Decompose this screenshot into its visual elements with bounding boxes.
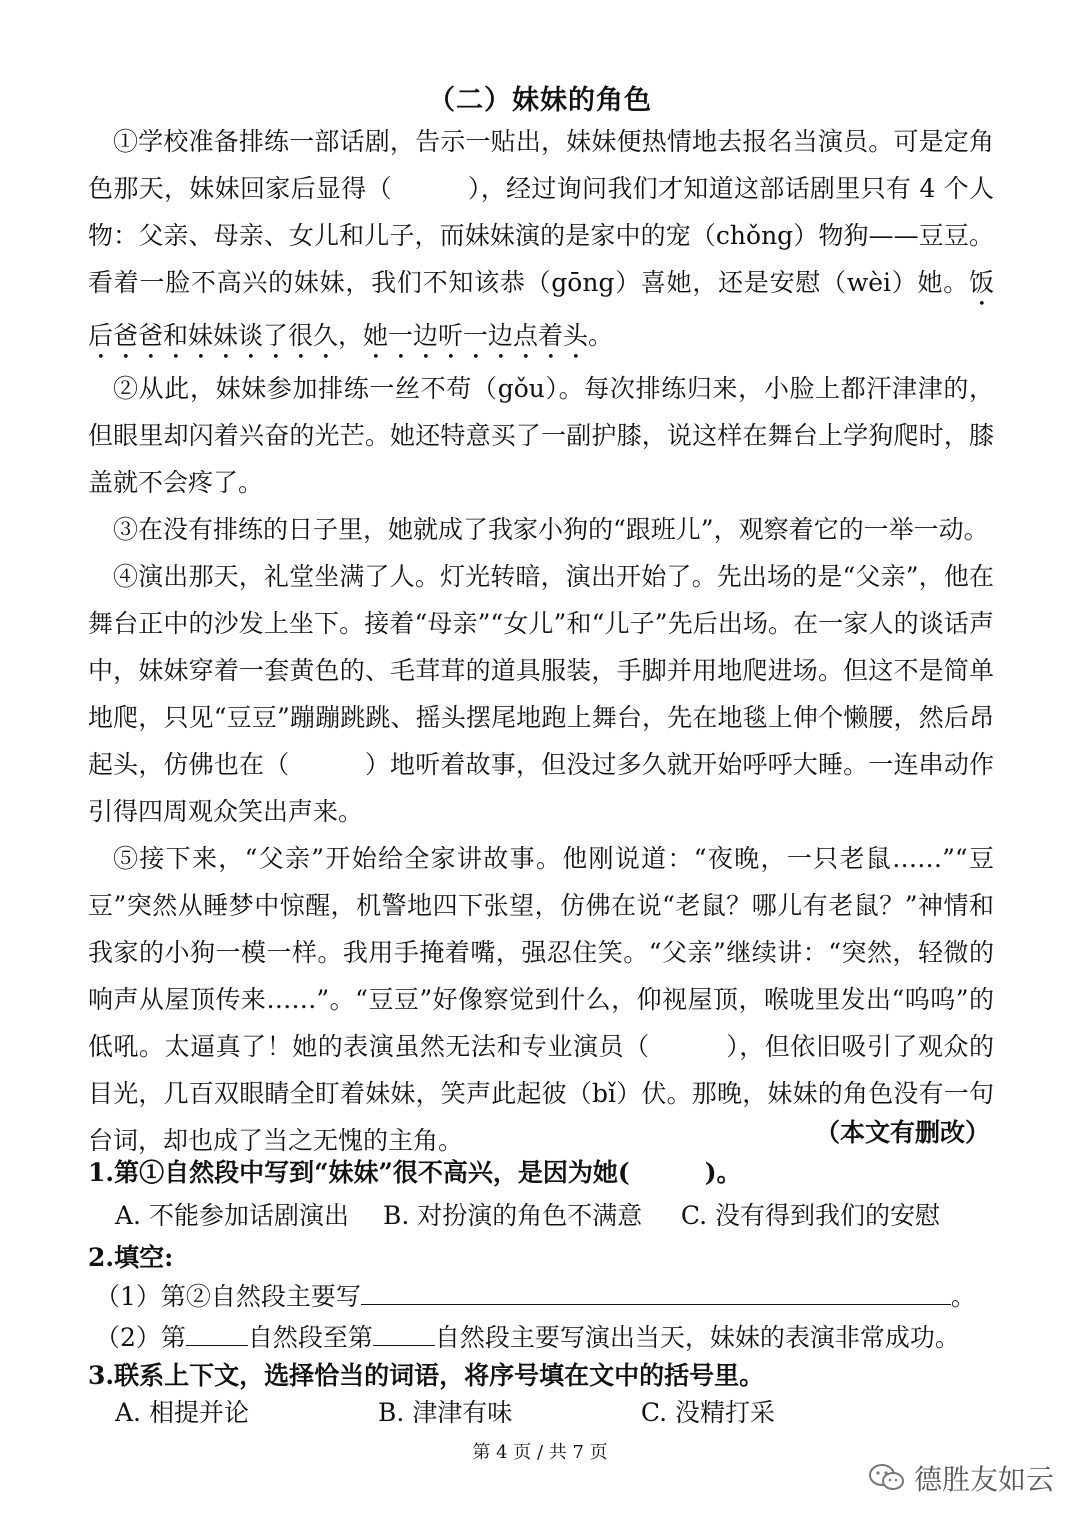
paragraph-4: ④演出那天，礼堂坐满了人。灯光转暗，演出开始了。先出场的是“父亲”，他在舞台正中的沙发上坐下。接着“母亲”“女儿”和“儿子”先后出场。在一家人的谈话声中，妹妹穿着一套黄色的、毛茸茸的道具服装，手脚并用地爬进场。但这不是简单地爬，只见“豆豆”蹦蹦跳跳、摇头摆尾地跑上舞台，先在地毯上伸个懒腰，然后昂起头，仿佛也在（ ）地听着故事，但没过多久就开始呼呼大睡。一连串动作引得四周观众笑出声来。 <box>88 562 994 826</box>
question-2-stem: 2.填空: <box>88 1243 174 1272</box>
edit-note: （本文有删改） <box>814 1118 990 1147</box>
question-2-line-2-c: 自然段主要写演出当天，妹妹的表演非常成功。 <box>434 1323 960 1352</box>
paragraph-3: ③在没有排练的日子里，她就成了我家小狗的“跟班儿”，观察着它的一举一动。 <box>113 515 989 544</box>
paragraph-1 <box>88 118 994 365</box>
question-3-stem: 3.联系上下文，选择恰当的词语，将序号填在文中的括号里。 <box>88 1361 765 1390</box>
watermark <box>868 1458 1054 1498</box>
reading-passage <box>88 118 994 1164</box>
question-3-options <box>115 1393 775 1429</box>
question-1-stem: 1.第①自然段中写到“妹妹”很不高兴，是因为她( )。 <box>88 1158 742 1187</box>
wechat-icon <box>868 1463 906 1493</box>
question-3-option-b: B. 津津有味 <box>377 1398 513 1427</box>
paragraph-5: ⑤接下来，“父亲”开始给全家讲故事。他刚说道：“夜晚，一只老鼠……”“豆豆”突然从睡梦中惊醒，机警地四下张望，仿佛在说“老鼠？哪儿有老鼠？”神情和我家的小狗一模一样。我用手掩着嘴，强忍住笑。“父亲”继续讲：“突然，轻微的响声从屋顶传来……”。“豆豆”好像察觉到什么，仰视屋顶，喉咙里发出“呜呜”的低吼。太逼真了！她的表演虽然无法和专业演员（ ），但依旧吸引了观众的目光，几百双眼睛全盯着妹妹，笑声此起彼（bǐ）伏。那晚，妹妹的角色没有一句台词，却也成了当之无愧的主角。 <box>88 844 994 1155</box>
question-1-options <box>115 1196 940 1232</box>
question-2-line-1 <box>95 1277 976 1313</box>
question-3-option-a: A. 相提并论 <box>115 1398 249 1427</box>
question-2-line-2 <box>95 1318 960 1354</box>
question-1-option-a: A. 不能参加话剧演出 <box>115 1201 349 1230</box>
question-2-line-2-a: （2）第 <box>95 1323 186 1352</box>
question-2-line-2-b: 自然段至第 <box>247 1323 373 1352</box>
watermark-text: 德胜友如云 <box>914 1463 1055 1496</box>
paragraph-1-dotted-sentence: 饭后爸爸和妹妹谈了很久，她一边听一边点着头。 <box>88 268 994 350</box>
question-1-option-c: C. 没有得到我们的安慰 <box>680 1201 941 1230</box>
answer-blank-2[interactable] <box>186 1323 248 1346</box>
question-3-option-c: C. 没精打采 <box>640 1398 776 1427</box>
paragraph-1-text: ①学校准备排练一部话剧，告示一贴出，妹妹便热情地去报名当演员。可是定角色那天，妹妹回家后显得（ ），经过询问我们才知道这部话剧里只有 4 个人物：父亲、母亲、女儿和儿子，而妹妹演的是家中的宠（chǒng）物狗——豆豆。看着一脸不高兴的妹妹，我们不知该恭（gōng）喜她，还是安慰（wèi）她。 <box>88 127 994 297</box>
page-footer: 第 4 页 / 共 7 页 <box>472 1442 608 1463</box>
answer-blank-1[interactable] <box>361 1282 951 1305</box>
question-1-option-b: B. 对扮演的角色不满意 <box>382 1201 643 1230</box>
section-title: （二）妹妹的角色 <box>428 85 652 116</box>
question-2-line-1-prefix: （1）第②自然段主要写 <box>95 1282 361 1311</box>
question-2-line-1-suffix: 。 <box>950 1282 976 1311</box>
answer-blank-3[interactable] <box>373 1323 435 1346</box>
paragraph-2: ②从此，妹妹参加排练一丝不苟（gǒu）。每次排练归来，小脸上都汗津津的，但眼里却闪着兴奋的光芒。她还特意买了一副护膝，说这样在舞台上学狗爬时，膝盖就不会疼了。 <box>88 374 994 497</box>
